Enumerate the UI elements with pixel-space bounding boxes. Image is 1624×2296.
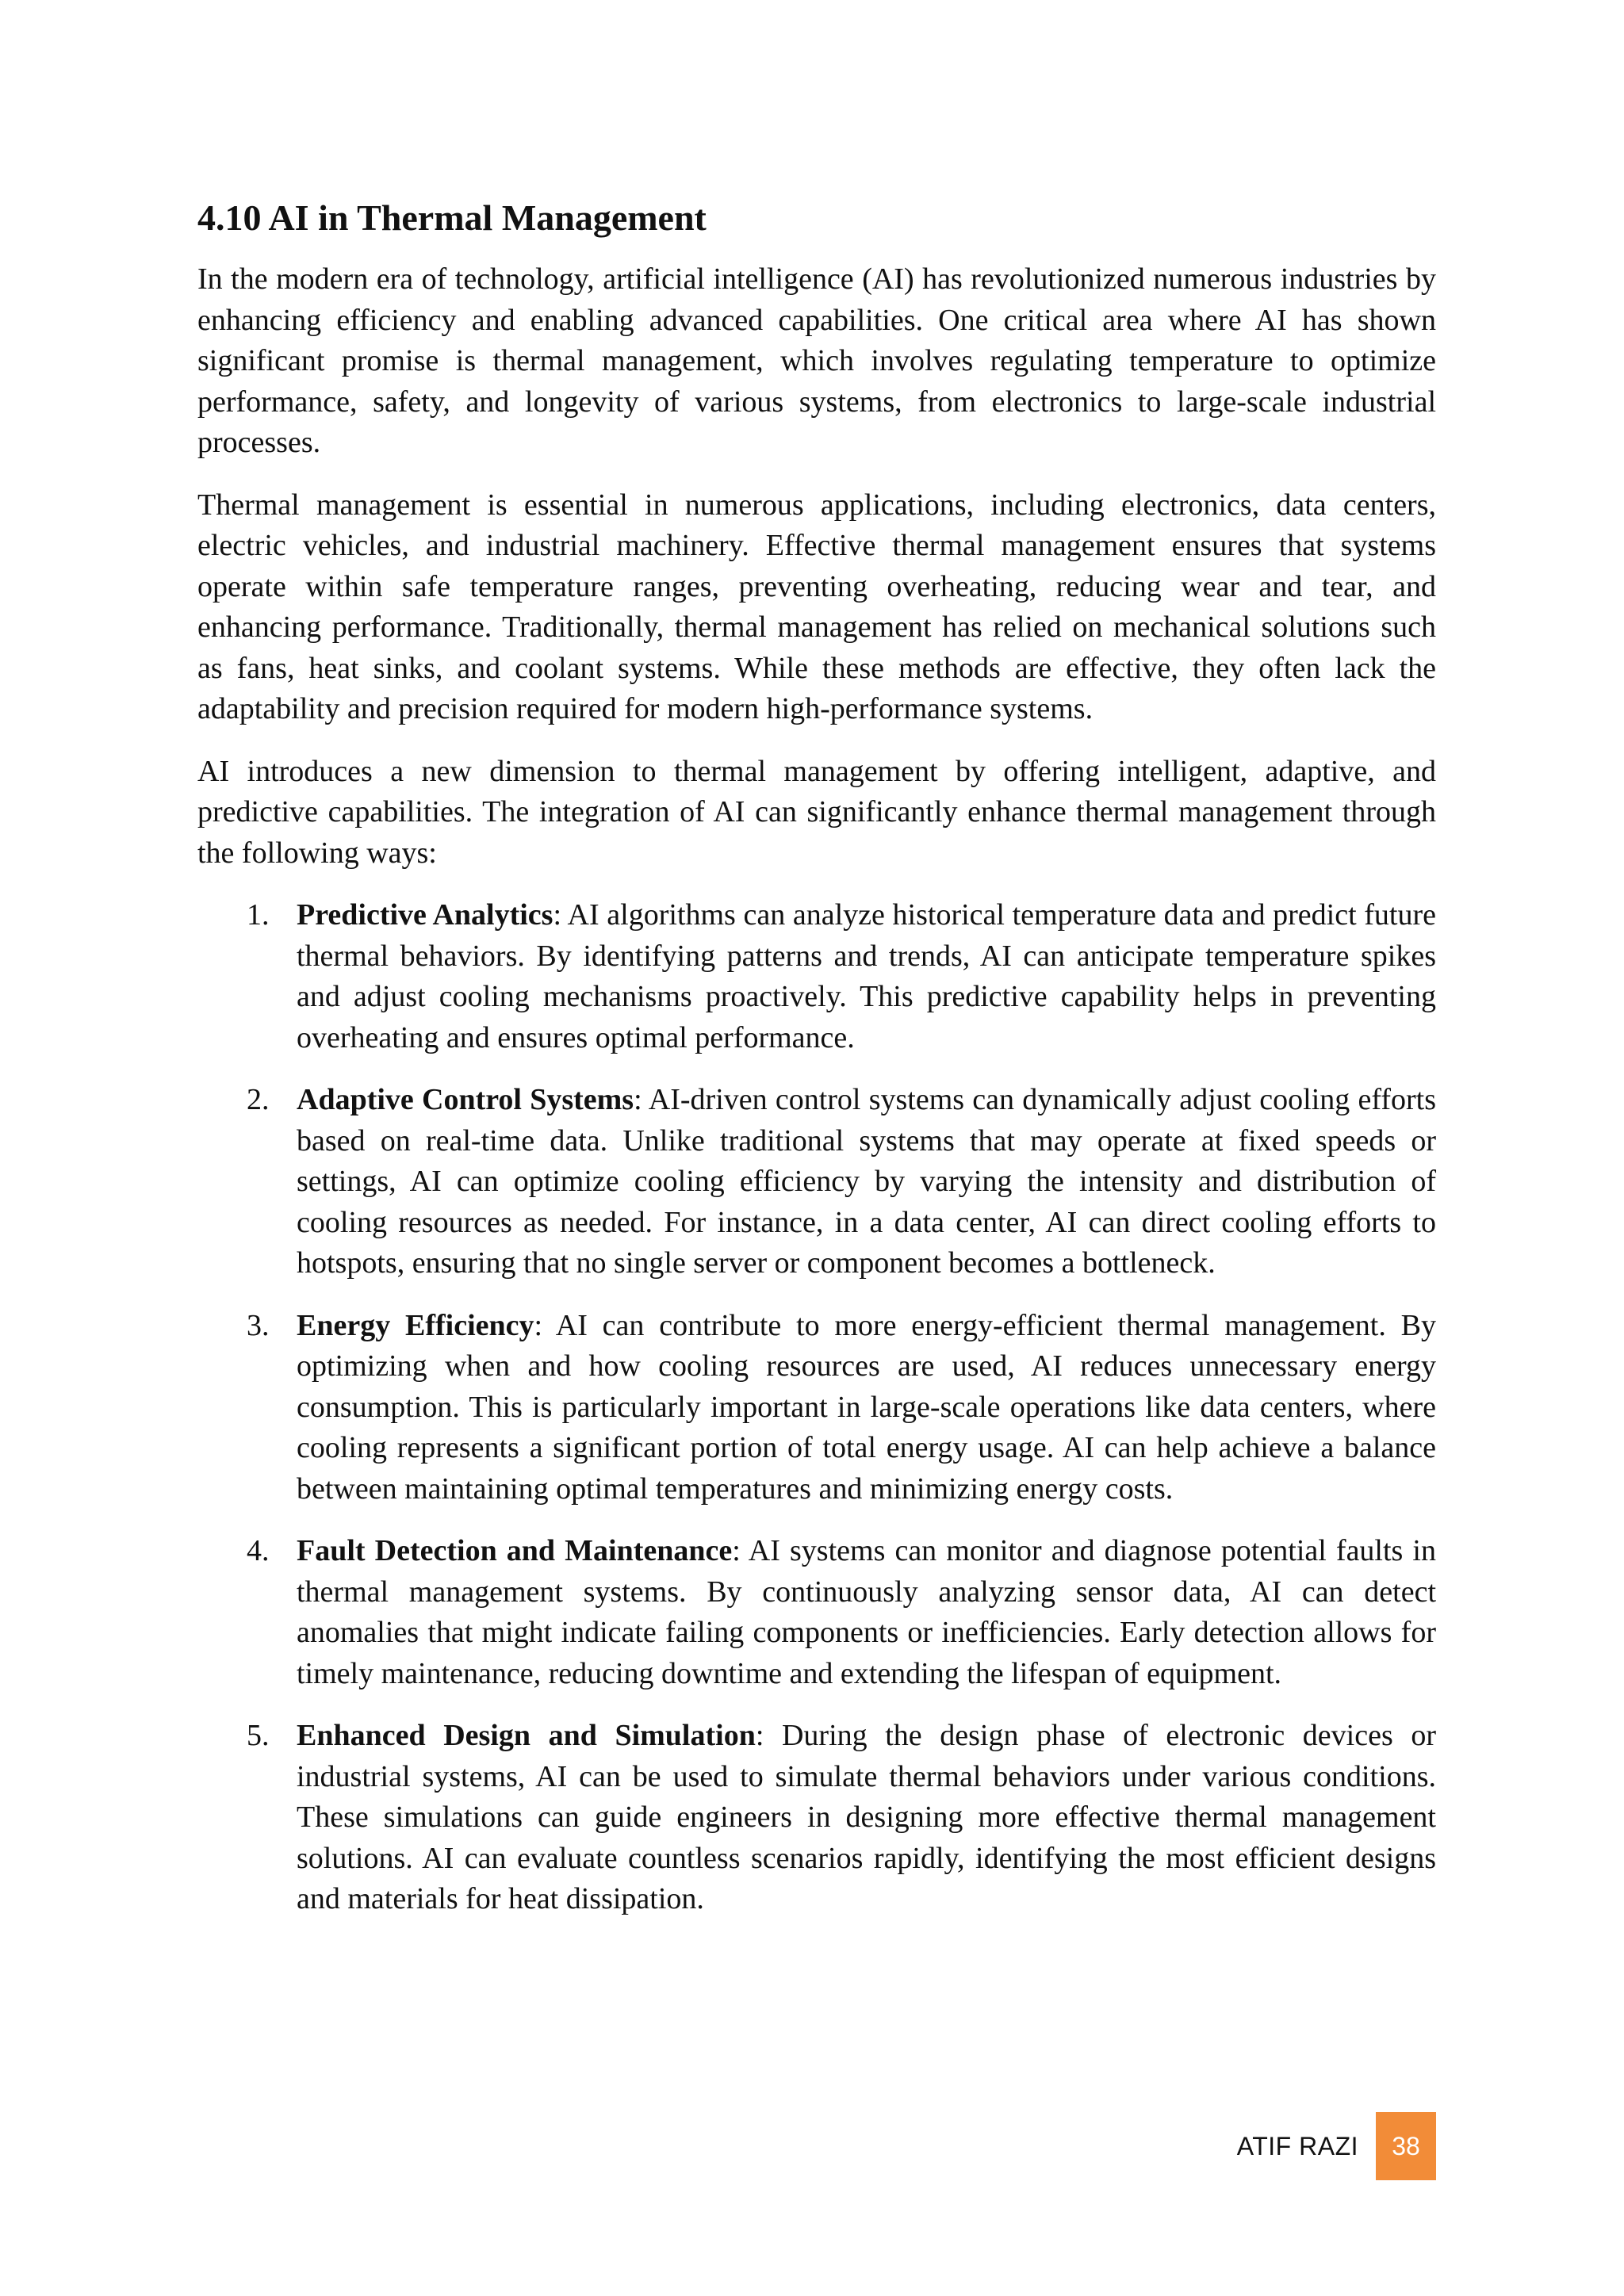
list-item-number: 5. [247, 1719, 270, 1752]
page-footer [1237, 2112, 1436, 2180]
list-item-text: : AI systems can monitor and diagnose potential faults in thermal management systems. By continuously analyzing sensor data, AI can detect anomalies that might indicate failing components or inefficiencies. Early detection allows for timely maintenance, reducing downtime and extending the lifespan of equipment. [297, 1534, 1436, 1690]
list-item-text: : AI can contribute to more energy-efficient thermal management. By optimizing when and how cooling resources are used, AI reduces unnecessary energy consumption. This is particularly important in large-scale operations like data centers, where cooling represents a significant portion of total energy usage. AI can help achieve a balance between maintaining optimal temperatures and minimizing energy costs. [297, 1308, 1436, 1506]
list-item-term: Energy Efficiency [297, 1308, 534, 1342]
list-item-number: 1. [247, 898, 270, 932]
list-item-text: : AI-driven control systems can dynamically adjust cooling efforts based on real-time data. Unlike traditional systems that may operate at fixed speeds or settings, AI can optimize cooling efficiency by varying the intensity and distribution of cooling resources as needed. For instance, in a data center, AI can direct cooling efforts to hotspots, ensuring that no single server or component becomes a bottleneck. [297, 1083, 1437, 1280]
ways-list [197, 895, 1436, 1920]
page-number-badge: 38 [1376, 2112, 1436, 2180]
list-item-number: 3. [247, 1308, 270, 1342]
section-title: 4.10 AI in Thermal Management [197, 197, 707, 238]
paragraph-thermal-management: Thermal management is essential in numerous applications, including electronics, data centers, electric vehicles, and industrial machinery. Effective thermal management ensures that systems operate within safe temperature ranges, preventing overheating, reducing wear and tear, and enhancing performance. Traditionally, thermal management has relied on mechanical solutions such as fans, heat sinks, and coolant systems. While these methods are effective, they often lack the adaptability and precision required for modern high-performance systems. [197, 488, 1436, 725]
list-item-text: : During the design phase of electronic devices or industrial systems, AI can be used to simulate thermal behaviors under various conditions. These simulations can guide engineers in designing more effective thermal management solutions. AI can evaluate countless scenarios rapidly, identifying the most efficient designs and materials for heat dissipation. [297, 1719, 1436, 1915]
paragraph-ai-dimension: AI introduces a new dimension to thermal management by offering intelligent, adaptive, and predictive capabilities. The integration of AI can significantly enhance thermal management through the following ways: [197, 754, 1436, 870]
list-item-term: Fault Detection and Maintenance [297, 1534, 733, 1567]
list-item [197, 895, 1436, 1058]
page-content [197, 194, 1436, 1942]
list-item-term: Enhanced Design and Simulation [297, 1719, 756, 1752]
paragraph-intro: In the modern era of technology, artificial intelligence (AI) has revolutionized numerous industries by enhancing efficiency and enabling advanced capabilities. One critical area where AI has shown significant promise is thermal management, which involves regulating temperature to optimize performance, safety, and longevity of various systems, from electronics to large-scale industrial processes. [197, 262, 1436, 459]
list-item-number: 4. [247, 1534, 270, 1567]
list-item [197, 1306, 1436, 1510]
footer-author: ATIF RAZI [1236, 2131, 1358, 2160]
list-item-number: 2. [247, 1083, 270, 1116]
list-item [197, 1531, 1436, 1694]
list-item-term: Predictive Analytics [297, 898, 553, 932]
list-item-text: : AI algorithms can analyze historical temperature data and predict future thermal behaviors. By identifying patterns and trends, AI can anticipate temperature spikes and adjust cooling mechanisms proactively. This predictive capability helps in preventing overheating and ensures optimal performance. [297, 898, 1437, 1054]
list-item [197, 1080, 1436, 1284]
list-item [197, 1716, 1436, 1920]
list-item-term: Adaptive Control Systems [297, 1083, 634, 1116]
